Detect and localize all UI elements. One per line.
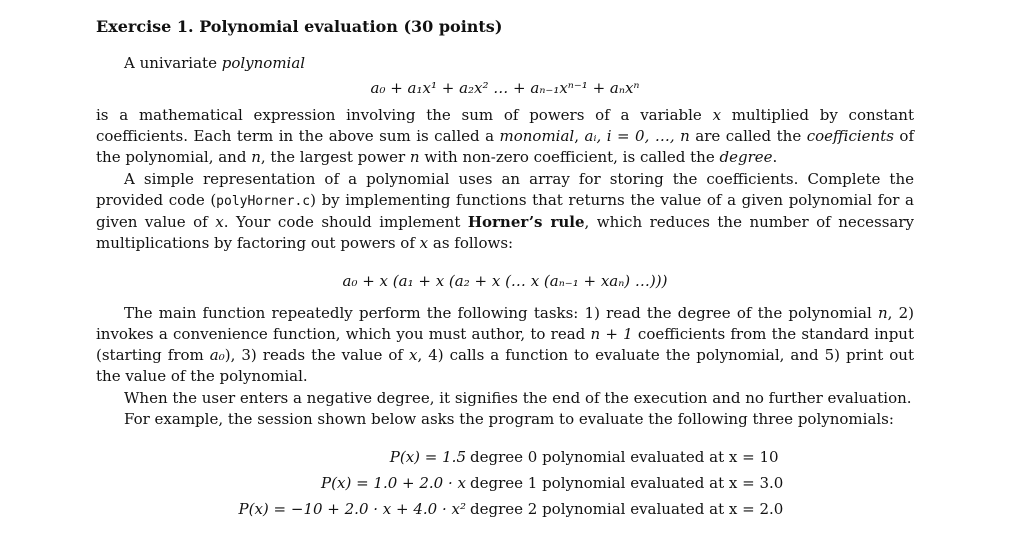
- p1-text-5: of the polynomial, and: [96, 127, 914, 166]
- p3-var-x: x: [409, 346, 418, 364]
- polynomial-examples: [196, 444, 796, 522]
- p4-line-2: For example, the session shown below asks the program to evaluate the following three polynomials:: [124, 410, 894, 428]
- p1-text-8: .: [772, 148, 778, 166]
- p1-n2: n: [409, 148, 420, 166]
- p2-text-5: as follows:: [428, 234, 514, 252]
- p1-var-x: x: [712, 106, 722, 124]
- polynomial-description: degree 0 polynomial evaluated at x = 10: [470, 448, 779, 466]
- polynomial-expression: P(x) = −10 + 2.0 · x + 4.0 · x²: [238, 500, 466, 518]
- p1-text-3: ,: [574, 127, 585, 145]
- paragraph-definition: [96, 105, 914, 168]
- intro-line: [124, 54, 914, 73]
- p3-text-2: , 2) invokes a convenience function, which you must author, to read: [96, 304, 914, 343]
- p3-n1: n: [877, 304, 888, 322]
- polynomial-example: [196, 470, 796, 496]
- p1-text-4: are called the: [689, 127, 807, 145]
- p3-text-1: The main function repeatedly perform the following tasks: 1) read the degree of the polynomial: [124, 304, 878, 322]
- polynomial-description: degree 1 polynomial evaluated at x = 3.0: [470, 474, 784, 492]
- p2-var-x2: x: [419, 234, 429, 252]
- p1-coefficients: coefficients: [806, 127, 894, 145]
- p3-a0: a₀: [209, 346, 225, 364]
- p1-monomial: monomial: [499, 127, 575, 145]
- horner-rule: Horner’s rule: [467, 213, 585, 231]
- p1-text-1: is a mathematical expression involving the sum of powers of a variable: [96, 106, 713, 124]
- exercise-title: Exercise 1. Polynomial evaluation (30 points): [96, 17, 503, 36]
- polynomial-expression: P(x) = 1.5: [389, 448, 466, 466]
- p1-ai: aᵢ, i = 0, …, n: [584, 127, 690, 145]
- p3-text-4: ), 3) reads the value of: [224, 346, 409, 364]
- p4-line-1: When the user enters a negative degree, it signifies the end of the execution and no further evaluation.: [124, 389, 912, 407]
- p2-text-1: A simple representation of a polynomial uses an array for storing the coefficients. Complete the provided code (: [96, 170, 914, 209]
- polynomial-example: [196, 496, 796, 522]
- p1-text-7: with non-zero coefficient, is called the: [419, 148, 720, 166]
- paragraph-main-function: [96, 303, 914, 387]
- polynomial-formula: a₀ + a₁x¹ + a₂x² … + aₙ₋₁xⁿ⁻¹ + aₙxⁿ: [370, 79, 640, 97]
- code-filename: polyHorner.c: [216, 194, 311, 209]
- intro-term: polynomial: [221, 54, 306, 72]
- horner-formula: a₀ + x (a₁ + x (a₂ + x (… x (aₙ₋₁ + xaₙ) …))): [342, 272, 668, 290]
- p3-text-3: coefficients from the standard input (starting from: [96, 325, 914, 364]
- p3-text-5: , 4) calls a function to evaluate the polynomial, and 5) print out the value of the polynomial.: [96, 346, 914, 385]
- exercise-document: [96, 14, 915, 518]
- polynomial-expression: P(x) = 1.0 + 2.0 · x: [321, 474, 466, 492]
- p1-text-6: , the largest power: [260, 148, 410, 166]
- p2-text-2: ) by implementing functions that returns the value of a given polynomial for a given value of: [96, 191, 914, 231]
- polynomial-description: degree 2 polynomial evaluated at x = 2.0: [470, 500, 784, 518]
- p1-text-2: multiplied by constant coefficients. Each term in the above sum is called a: [96, 106, 914, 145]
- polynomial-example: [196, 444, 796, 470]
- intro-lead: A univariate: [124, 54, 222, 72]
- p2-text-4: , which reduces the number of necessary multiplications by factoring out powers of: [96, 213, 915, 252]
- p2-text-3: . Your code should implement: [223, 213, 468, 231]
- p2-var-x: x: [215, 213, 224, 231]
- paragraph-negative-degree: [96, 388, 914, 430]
- p1-n1: n: [251, 148, 261, 166]
- p3-n-plus-1: n + 1: [590, 325, 633, 343]
- p1-degree: degree: [719, 148, 773, 166]
- paragraph-representation: [96, 169, 914, 254]
